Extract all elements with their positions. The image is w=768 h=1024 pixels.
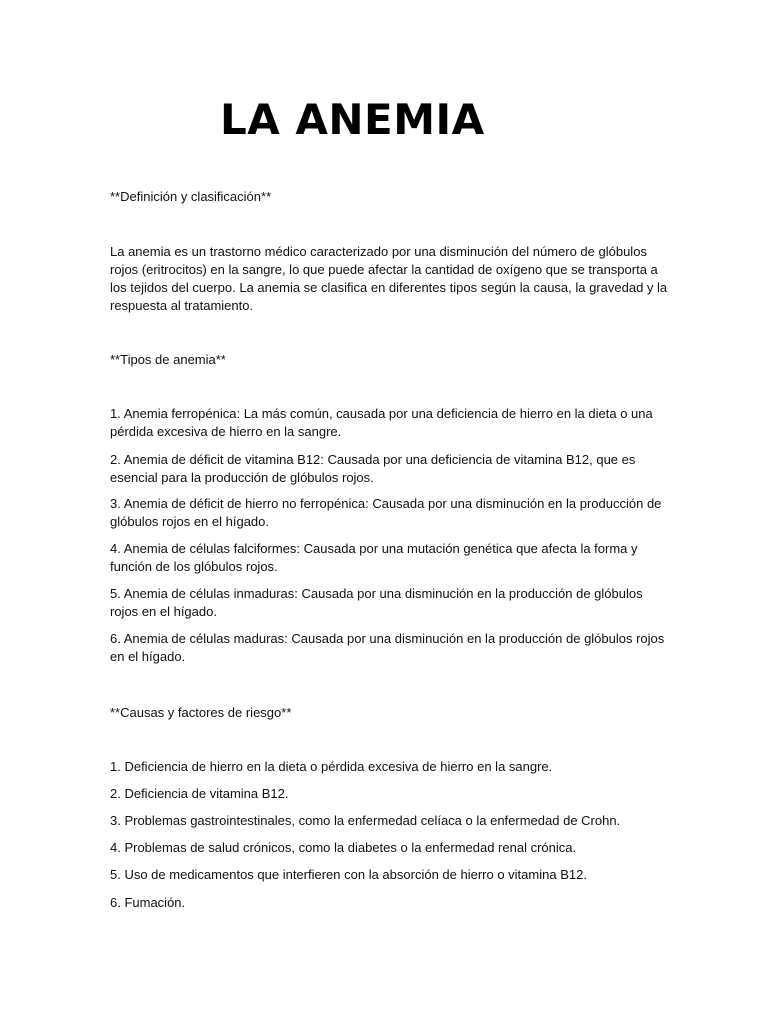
causas-list-item-3: 3. Problemas gastrointestinales, como la enfermedad celíaca o la enfermedad de Crohn. — [110, 813, 621, 828]
causas-list-item-2: 2. Deficiencia de vitamina B12. — [110, 786, 289, 801]
definition-paragraph: La anemia es un trastorno médico caracterizado por una disminución del número de glóbulos rojos (eritrocitos) en la sangre, lo que puede afectar la cantidad de oxígeno que se transporta a los tejidos del cuerpo. La anemia se clasifica en diferentes tipos según la causa, la gravedad y la respuesta al tratamiento. — [110, 244, 668, 313]
tipos-list-item-5: 5. Anemia de células inmaduras: Causada por una disminución en la producción de glóbulos rojos en el hígado. — [110, 586, 643, 619]
causas-list-item-1: 1. Deficiencia de hierro en la dieta o pérdida excesiva de hierro en la sangre. — [110, 759, 553, 774]
causas-list-item-5: 5. Uso de medicamentos que interfieren con la absorción de hierro o vitamina B12. — [110, 867, 587, 882]
tipos-list-item-4: 4. Anemia de células falciformes: Causada por una mutación genética que afecta la forma y función de los glóbulos rojos. — [110, 541, 638, 574]
section-heading-tipos: **Tipos de anemia** — [110, 352, 226, 367]
tipos-list-item-2: 2. Anemia de déficit de vitamina B12: Causada por una deficiencia de vitamina B12, que es esencial para la producción de glóbulos rojos. — [110, 452, 636, 485]
causas-list-item-4: 4. Problemas de salud crónicos, como la diabetes o la enfermedad renal crónica. — [110, 840, 577, 855]
causas-list-item-6: 6. Fumación. — [110, 895, 186, 910]
section-heading-definicion: **Definición y clasificación** — [110, 189, 272, 204]
document-title: LA ANEMIA — [220, 95, 485, 144]
tipos-list-item-6: 6. Anemia de células maduras: Causada por una disminución en la producción de glóbulos rojos en el hígado. — [110, 631, 665, 664]
tipos-list-item-3: 3. Anemia de déficit de hierro no ferropénica: Causada por una disminución en la producción de glóbulos rojos en el hígado. — [110, 496, 662, 529]
section-heading-causas: **Causas y factores de riesgo** — [110, 705, 292, 720]
tipos-list-item-1: 1. Anemia ferropénica: La más común, causada por una deficiencia de hierro en la dieta o una pérdida excesiva de hierro en la sangre. — [110, 406, 653, 439]
